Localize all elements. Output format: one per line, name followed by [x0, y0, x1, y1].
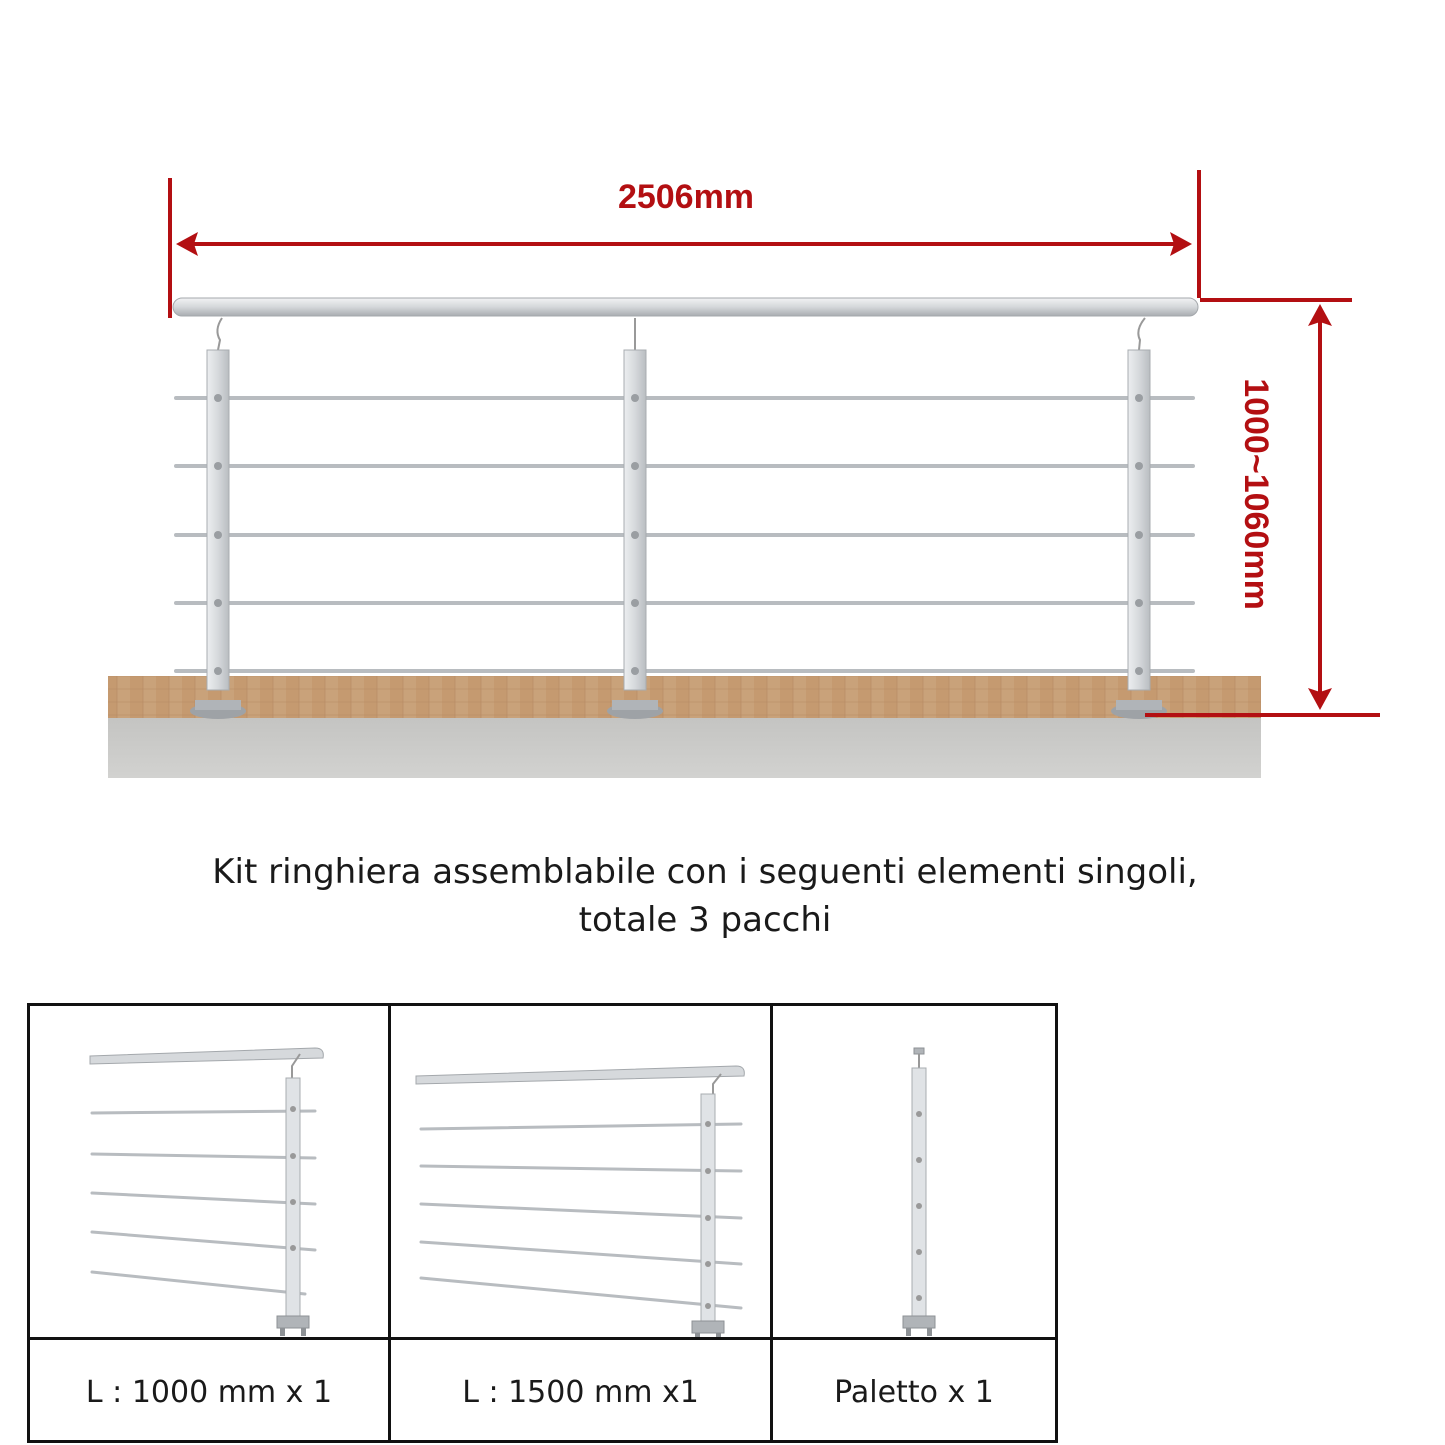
post-left — [190, 318, 246, 719]
parts-table — [27, 1003, 1058, 1443]
kit-description — [0, 848, 1410, 944]
description-line-2: totale 3 pacchi — [578, 900, 832, 940]
part-1000-section-image — [30, 1006, 388, 1337]
part-1500-section-image — [391, 1006, 770, 1337]
tiled-floor — [108, 676, 1261, 718]
handrail — [173, 298, 1198, 316]
caption-divider — [30, 1337, 1055, 1340]
width-label: 2506mm — [617, 178, 755, 216]
post-right — [1111, 318, 1167, 719]
part-3-caption: Paletto x 1 — [834, 1375, 994, 1410]
horizontal-bars — [176, 398, 1193, 671]
height-label: 1000~1060mm — [1237, 378, 1275, 610]
post-middle — [607, 318, 663, 719]
post-image — [773, 1006, 1055, 1337]
part-1-caption: L : 1000 mm x 1 — [85, 1375, 333, 1410]
part-2-caption: L : 1500 mm x1 — [462, 1375, 699, 1410]
description-line-1: Kit ringhiera assemblabile con i seguenti elementi singoli, — [212, 852, 1198, 892]
concrete-slab — [108, 718, 1261, 778]
